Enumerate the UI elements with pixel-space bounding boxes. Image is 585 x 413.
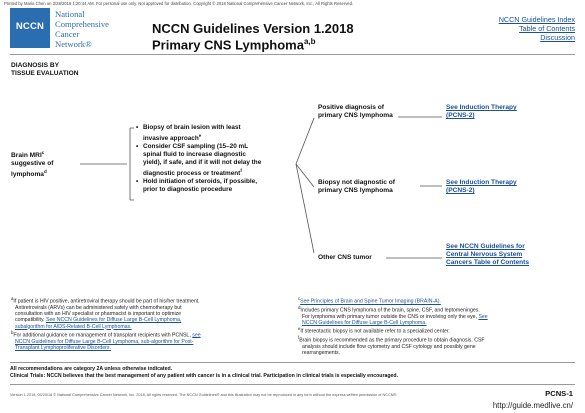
footnote-d: $^d$Includes primary CNS lymphoma of the brain, spine, CSF, and leptomeninges. xyxy=(298,304,480,314)
start-node xyxy=(11,149,54,179)
page-code: PCNS-1 xyxy=(545,389,573,398)
induction-therapy-link-1[interactable]: See Induction Therapy (PCNS-2) xyxy=(446,104,517,119)
section-line: TISSUE EVALUATION xyxy=(11,70,79,77)
discussion-link[interactable]: Discussion xyxy=(540,33,575,42)
recommendations-note: All recommendations are category 2A unless otherwise indicated. Clinical Trials: NCCN believes that the best management of any patient with cancer is in a clinical trial. Participation in clinical trials is especially encouraged. xyxy=(10,366,399,379)
start-node-line: Brain MRI$^c$ xyxy=(11,150,45,160)
dlbcl-link[interactable]: NCCN Guidelines for Diffuse Large B-Cell Lymphoma. xyxy=(302,320,427,327)
page-title: NCCN Guidelines Version 1.2018 xyxy=(152,21,354,36)
org-line: Comprehensive xyxy=(55,19,109,29)
footnote-f: $^f$Brain biopsy is recommended as the primary procedure to obtain diagnosis. CSF xyxy=(298,335,485,344)
dlbcl-link[interactable]: See xyxy=(478,313,488,320)
outcome-positive: Positive diagnosis of primary CNS lymphoma xyxy=(318,104,393,119)
diagnostic-steps xyxy=(136,124,296,194)
org-line: Cancer xyxy=(55,29,80,39)
step-biopsy: • Biopsy of brain lesion with least invasive approach$^e$ xyxy=(136,124,296,143)
footnote-e: $^e$If stereotactic biopsy is not available refer to a specialized center. xyxy=(298,326,450,336)
table-of-contents-link[interactable]: Table of Contents xyxy=(519,24,575,33)
cns-cancers-link[interactable]: See NCCN Guidelines for Central Nervous System Cancers Table of Contents xyxy=(446,243,530,266)
outcome-other-tumor: Other CNS tumor xyxy=(318,254,372,261)
guidelines-index-link[interactable]: NCCN Guidelines Index xyxy=(498,15,575,24)
connector-line xyxy=(296,164,314,253)
org-line: National xyxy=(55,9,85,19)
footnotes-right: $^c$See Principles of Brain and Spine Tumor Imaging (BRAIN-A). $^d$Includes primary CNS lymphoma of the brain, spine, CSF, and leptomeninges. For lymphoma with primary tumor outside the CNS or involving only the eye, See NCCN Guidelines for Diffuse Large B-Cell Lymphoma. $^e$If stereotactic biopsy is not available refer to a specialized center. $^f$Brain biopsy is recommended as the primary procedure to obtain diagnosis. CSF analysis should include flow cytometry and CSF cytology and possibly gene rearrangements. xyxy=(298,296,578,357)
start-node-line: suggestive of xyxy=(11,160,54,168)
logo-abbr: NCCN xyxy=(15,21,45,32)
footnote-a: $^a$If patient is HIV positive, antiretroviral therapy should be part of his/her treatment. xyxy=(11,296,200,305)
footnote-b: $^b$For additional guidance on management of transplant recipients with PCNSL, see xyxy=(11,329,201,339)
dlbcl-aids-link[interactable]: See NCCN Guidelines for Diffuse Large B-Cell Lymphoma, xyxy=(46,317,182,324)
printed-by-line: Printed by Maria Chen on 3/28/2018 1:20:44 AM. For personal use only. Not approved for distribution. Copyright © 2018 National Comprehensive Cancer Network, Inc., All Rights Reserved. xyxy=(4,1,354,6)
step-hold-steroids: • Hold initiation of steroids, if possible, prior to diagnostic procedure xyxy=(136,178,296,194)
footnote-c: $^c$See Principles of Brain and Spine Tumor Imaging (BRAIN-A). xyxy=(298,296,441,305)
start-node-line: lymphoma$^d$ xyxy=(11,169,47,179)
subtitle-text: Primary CNS Lymphoma xyxy=(152,37,304,53)
section-line: DIAGNOSIS BY xyxy=(11,62,59,69)
org-line: Network® xyxy=(55,39,92,49)
footer-divider xyxy=(10,362,575,363)
note-divider xyxy=(10,384,575,385)
watermark-url: http://guide.medlive.cn/ xyxy=(492,401,573,410)
subtitle-sup: a,b xyxy=(303,37,316,46)
footnotes-left: $^a$If patient is HIV positive, antiretroviral therapy should be part of his/her treatment. Antiretrovirals (ARVs) can be administered safely with chemotherapy but consultation with an HIV specialist or pharmacist is important to optimize compatibility. See NCCN Guidelines for Diffuse Large B-Cell Lymphoma, subalgorithm for AIDS-Related B-Cell Lymphomas. $^b$For additional guidance on management of transplant recipients with PCNSL, see NCCN Guidelines for Diffuse Large B-Cell Lymphoma, sub-algorithm for Post- Transplant Lymphoproliferative Disorders. xyxy=(11,296,296,351)
version-line: Version 1.2018, 03/20/18 © National Comprehensive Cancer Network, Inc. 2018, All rights reserved. The NCCN Guidelines® and this illustration may not be reproduced in any form without the express written permission of NCCN®. xyxy=(10,393,398,397)
connector-line xyxy=(296,118,314,164)
dlbcl-ptld-link[interactable]: Transplant Lymphoproliferative Disorders. xyxy=(15,344,111,351)
outcome-not-diagnostic: Biopsy not diagnostic of primary CNS lymphoma xyxy=(318,179,395,194)
dlbcl-ptld-link[interactable]: NCCN Guidelines for Diffuse Large B-Cell Lymphoma, sub-algorithm for Post- xyxy=(15,338,194,345)
brain-imaging-link[interactable]: See Principles of Brain and Spine Tumor Imaging (BRAIN-A). xyxy=(300,298,441,305)
induction-therapy-link-2[interactable]: See Induction Therapy (PCNS-2) xyxy=(446,179,517,194)
step-csf-sampling: • Consider CSF sampling (15–20 mL spinal fluid to increase diagnostic yield), if safe, and if it will not delay the diagnostic process or treatment$^f$ xyxy=(136,143,296,178)
dlbcl-aids-link[interactable]: subalgorithm for AIDS-Related B-Cell Lymphomas. xyxy=(15,323,132,330)
dlbcl-ptld-link[interactable]: see xyxy=(192,332,201,339)
